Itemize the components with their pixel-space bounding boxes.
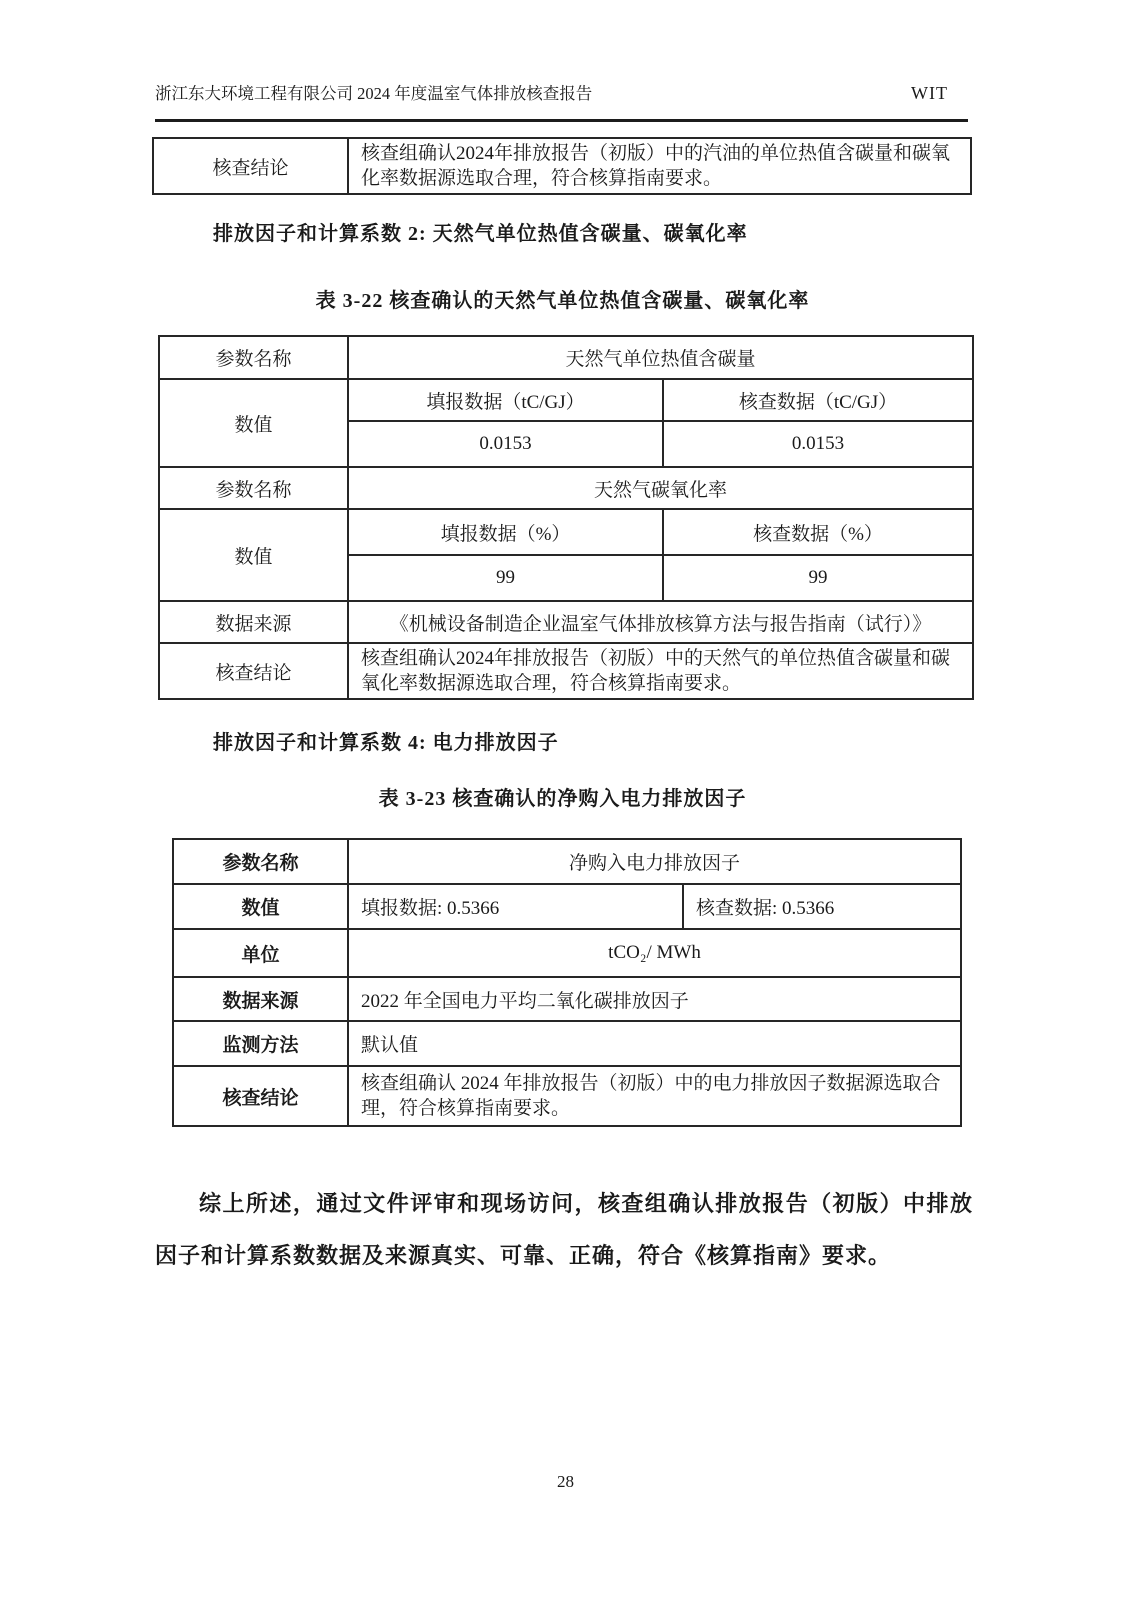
param2-value: 天然气碳氧化率	[348, 467, 973, 509]
value1-col2-header: 核查数据（tC/GJ）	[663, 379, 973, 421]
conclusion-label: 核查结论	[173, 1066, 348, 1126]
section-heading-factor2: 排放因子和计算系数 2: 天然气单位热值含碳量、碳氧化率	[213, 223, 748, 245]
table-row	[159, 643, 973, 699]
table-row	[153, 138, 971, 194]
table-row	[173, 1066, 961, 1126]
table-3-22	[158, 335, 974, 700]
summary-paragraph: 综上所述，通过文件评审和现场访问，核查组确认排放报告（初版）中排放因子和计算系数数据及来源真实、可靠、正确，符合《核算指南》要求。	[155, 1191, 973, 1268]
page-number: 28	[557, 1472, 574, 1491]
table-row	[159, 379, 973, 421]
table-row	[159, 601, 973, 643]
value1-col1: 0.0153	[348, 421, 663, 467]
value2-col2: 99	[663, 555, 973, 601]
source-label: 数据来源	[159, 601, 348, 643]
table-row	[159, 336, 973, 379]
header-logo-text: WIT	[911, 83, 948, 103]
unit-label: 单位	[173, 929, 348, 977]
row-value: 核查组确认2024年排放报告（初版）中的汽油的单位热值含碳量和碳氧化率数据源选取合理，符合核算指南要求。	[348, 138, 971, 194]
value-label: 数值	[173, 884, 348, 929]
param1-label: 参数名称	[159, 336, 348, 379]
conclusion-value: 核查组确认 2024 年排放报告（初版）中的电力排放因子数据源选取合理，符合核算指南要求。	[348, 1066, 961, 1126]
value-col1: 填报数据: 0.5366	[348, 884, 683, 929]
source-value: 《机械设备制造企业温室气体排放核算方法与报告指南（试行）》	[348, 601, 973, 643]
header-report-title: 浙江东大环境工程有限公司 2024 年度温室气体排放核查报告	[155, 84, 593, 103]
table-row	[173, 1021, 961, 1066]
table-row	[173, 977, 961, 1021]
value1-col2: 0.0153	[663, 421, 973, 467]
table-row	[173, 884, 961, 929]
continued-conclusion-table	[152, 137, 972, 195]
conclusion-label: 核查结论	[159, 643, 348, 699]
source-value: 2022 年全国电力平均二氧化碳排放因子	[348, 977, 961, 1021]
table-row	[159, 509, 973, 555]
param1-value: 天然气单位热值含碳量	[348, 336, 973, 379]
header-rule	[155, 119, 968, 122]
value-col2: 核查数据: 0.5366	[683, 884, 961, 929]
table-3-22-title: 表 3-22 核查确认的天然气单位热值含碳量、碳氧化率	[315, 290, 810, 312]
param-value: 净购入电力排放因子	[348, 839, 961, 884]
value2-label: 数值	[159, 509, 348, 601]
unit-value: tCO₂/ MWh	[348, 929, 961, 977]
table-row	[173, 839, 961, 884]
conclusion-value: 核查组确认2024年排放报告（初版）中的天然气的单位热值含碳量和碳氧化率数据源选取合理，符合核算指南要求。	[348, 643, 973, 699]
value2-col1: 99	[348, 555, 663, 601]
table-row	[173, 929, 961, 977]
table-3-23-title: 表 3-23 核查确认的净购入电力排放因子	[378, 788, 747, 810]
method-value: 默认值	[348, 1021, 961, 1066]
value1-label: 数值	[159, 379, 348, 467]
value2-col2-header: 核查数据（%）	[663, 509, 973, 555]
table-3-23	[172, 838, 962, 1127]
value1-col1-header: 填报数据（tC/GJ）	[348, 379, 663, 421]
section-heading-factor4: 排放因子和计算系数 4: 电力排放因子	[213, 732, 559, 754]
table-row	[159, 467, 973, 509]
param-label: 参数名称	[173, 839, 348, 884]
source-label: 数据来源	[173, 977, 348, 1021]
method-label: 监测方法	[173, 1021, 348, 1066]
page-header	[155, 80, 970, 104]
param2-label: 参数名称	[159, 467, 348, 509]
row-label: 核查结论	[153, 138, 348, 194]
value2-col1-header: 填报数据（%）	[348, 509, 663, 555]
